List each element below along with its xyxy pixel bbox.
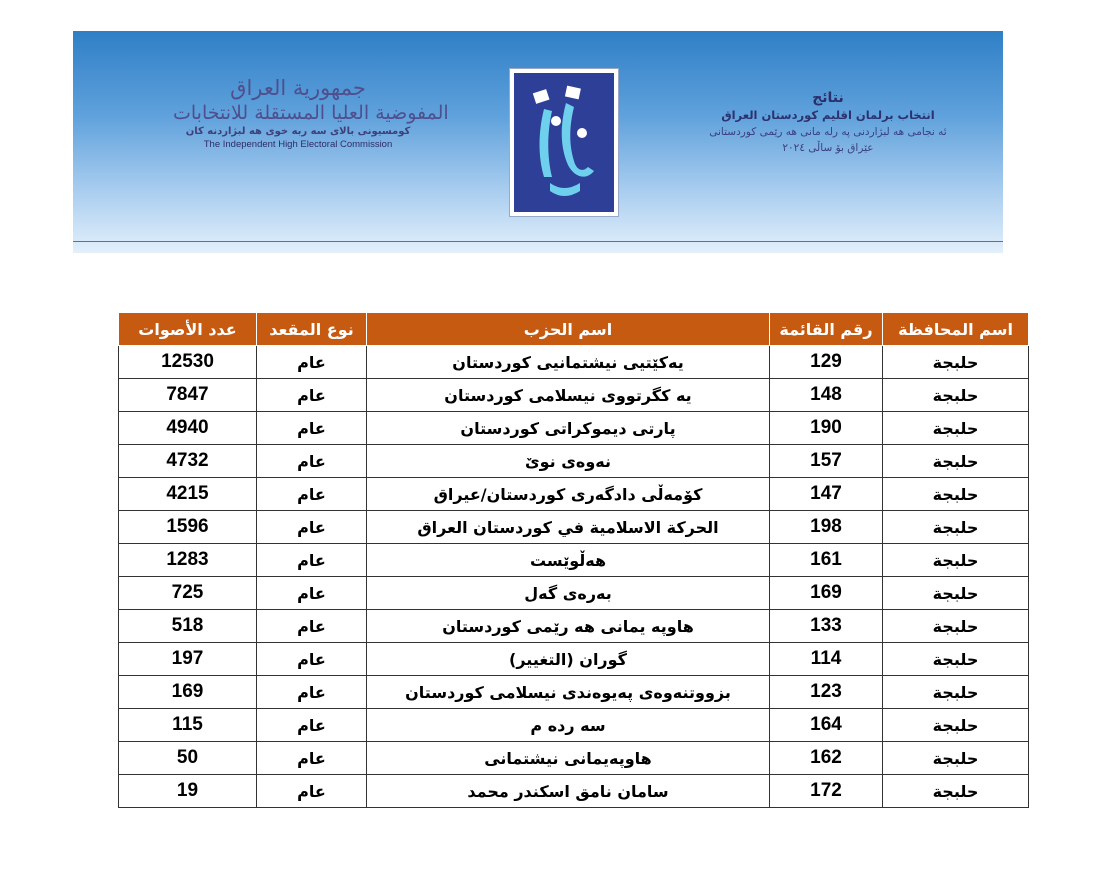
cell-seat-type: عام	[257, 511, 367, 544]
cell-list-number: 157	[770, 445, 883, 478]
cell-party-name: پارتی ديموكراتی كوردستان	[367, 412, 770, 445]
cell-party-name: سامان نامق اسكندر محمد	[367, 775, 770, 808]
column-header-seat-type: نوع المقعد	[257, 313, 367, 346]
results-kurdish-line: ئه نجامی هه لبژاردنی په رله مانی هه رێمی كوردستانی	[709, 126, 947, 138]
cell-list-number: 198	[770, 511, 883, 544]
cell-vote-count: 4732	[119, 445, 257, 478]
cell-vote-count: 169	[119, 676, 257, 709]
cell-vote-count: 4215	[119, 478, 257, 511]
cell-party-name: نەوەی نوێ	[367, 445, 770, 478]
cell-governorate: حلبجة	[883, 478, 1029, 511]
commission-arabic-top: جمهورية العراق	[230, 76, 366, 100]
ballot-figure-icon	[514, 73, 614, 212]
column-header-vote-count: عدد الأصوات	[119, 313, 257, 346]
cell-governorate: حلبجة	[883, 742, 1029, 775]
cell-list-number: 169	[770, 577, 883, 610]
column-header-party-name: اسم الحزب	[367, 313, 770, 346]
cell-list-number: 190	[770, 412, 883, 445]
cell-seat-type: عام	[257, 610, 367, 643]
cell-governorate: حلبجة	[883, 511, 1029, 544]
cell-governorate: حلبجة	[883, 445, 1029, 478]
table-row	[119, 511, 1029, 544]
table-row	[119, 346, 1029, 379]
cell-vote-count: 4940	[119, 412, 257, 445]
table-row	[119, 610, 1029, 643]
cell-party-name: يەكێتیی نیشتمانیی كوردستان	[367, 346, 770, 379]
cell-party-name: سه رده م	[367, 709, 770, 742]
cell-vote-count: 12530	[119, 346, 257, 379]
cell-seat-type: عام	[257, 445, 367, 478]
cell-vote-count: 115	[119, 709, 257, 742]
header-banner	[73, 31, 1003, 253]
cell-party-name: يه كگرتووی نیسلامی كوردستان	[367, 379, 770, 412]
results-heading-block	[693, 89, 963, 156]
cell-vote-count: 1283	[119, 544, 257, 577]
cell-list-number: 114	[770, 643, 883, 676]
cell-vote-count: 50	[119, 742, 257, 775]
cell-list-number: 129	[770, 346, 883, 379]
cell-party-name: هاوپەيمانی نیشتمانی	[367, 742, 770, 775]
cell-party-name: هەڵوێست	[367, 544, 770, 577]
ihec-logo-emblem	[514, 73, 614, 212]
table-row	[119, 709, 1029, 742]
cell-vote-count: 1596	[119, 511, 257, 544]
cell-governorate: حلبجة	[883, 346, 1029, 379]
cell-party-name: الحركة الاسلامية في كوردستان العراق	[367, 511, 770, 544]
cell-seat-type: عام	[257, 478, 367, 511]
cell-seat-type: عام	[257, 676, 367, 709]
cell-governorate: حلبجة	[883, 643, 1029, 676]
cell-list-number: 123	[770, 676, 883, 709]
table-row	[119, 643, 1029, 676]
cell-seat-type: عام	[257, 346, 367, 379]
table-row	[119, 577, 1029, 610]
cell-party-name: گوران (التغيير)	[367, 643, 770, 676]
table-row	[119, 676, 1029, 709]
cell-list-number: 172	[770, 775, 883, 808]
cell-list-number: 162	[770, 742, 883, 775]
cell-party-name: بەرەی گەل	[367, 577, 770, 610]
cell-vote-count: 197	[119, 643, 257, 676]
cell-vote-count: 7847	[119, 379, 257, 412]
cell-seat-type: عام	[257, 577, 367, 610]
column-header-list-number: رقم القائمة	[770, 313, 883, 346]
cell-governorate: حلبجة	[883, 610, 1029, 643]
cell-list-number: 148	[770, 379, 883, 412]
table-row	[119, 445, 1029, 478]
cell-governorate: حلبجة	[883, 676, 1029, 709]
cell-vote-count: 518	[119, 610, 257, 643]
cell-governorate: حلبجة	[883, 544, 1029, 577]
cell-vote-count: 725	[119, 577, 257, 610]
cell-list-number: 147	[770, 478, 883, 511]
cell-vote-count: 19	[119, 775, 257, 808]
commission-arabic-name: المفوضية العليا المستقلة للانتخابات	[173, 102, 449, 124]
cell-seat-type: عام	[257, 742, 367, 775]
cell-list-number: 133	[770, 610, 883, 643]
cell-seat-type: عام	[257, 379, 367, 412]
commission-kurdish-name: كومسيونی بالای سه ربه خوی هه لبژاردنه كان	[185, 126, 411, 137]
results-date-line: عێراق بۆ ساڵی ٢٠٢٤	[782, 142, 874, 154]
cell-party-name: كۆمەڵی دادگەری كوردستان/عیراق	[367, 478, 770, 511]
table-body	[119, 346, 1029, 808]
banner-divider	[73, 241, 1003, 242]
cell-governorate: حلبجة	[883, 412, 1029, 445]
column-header-governorate: اسم المحافظة	[883, 313, 1029, 346]
cell-governorate: حلبجة	[883, 577, 1029, 610]
commission-english-name: The Independent High Electoral Commission	[203, 139, 393, 150]
results-title: نتائج	[812, 90, 844, 106]
cell-governorate: حلبجة	[883, 709, 1029, 742]
table-row	[119, 412, 1029, 445]
ihec-logo	[509, 68, 619, 217]
cell-seat-type: عام	[257, 775, 367, 808]
cell-seat-type: عام	[257, 544, 367, 577]
cell-party-name: بزووتنەوەی پەيوەندی نیسلامی كوردستان	[367, 676, 770, 709]
cell-party-name: هاوپه يمانی هه رێمی كوردستان	[367, 610, 770, 643]
table-row	[119, 742, 1029, 775]
results-table	[118, 312, 1029, 808]
table-header-row	[119, 313, 1029, 346]
table-row	[119, 379, 1029, 412]
cell-list-number: 164	[770, 709, 883, 742]
cell-seat-type: عام	[257, 643, 367, 676]
cell-list-number: 161	[770, 544, 883, 577]
cell-governorate: حلبجة	[883, 379, 1029, 412]
cell-seat-type: عام	[257, 709, 367, 742]
table-row	[119, 478, 1029, 511]
table-row	[119, 775, 1029, 808]
commission-name-block	[173, 75, 449, 151]
results-subtitle: انتخاب برلمان اقليم كوردستان العراق	[721, 108, 935, 122]
cell-seat-type: عام	[257, 412, 367, 445]
table-row	[119, 544, 1029, 577]
cell-governorate: حلبجة	[883, 775, 1029, 808]
